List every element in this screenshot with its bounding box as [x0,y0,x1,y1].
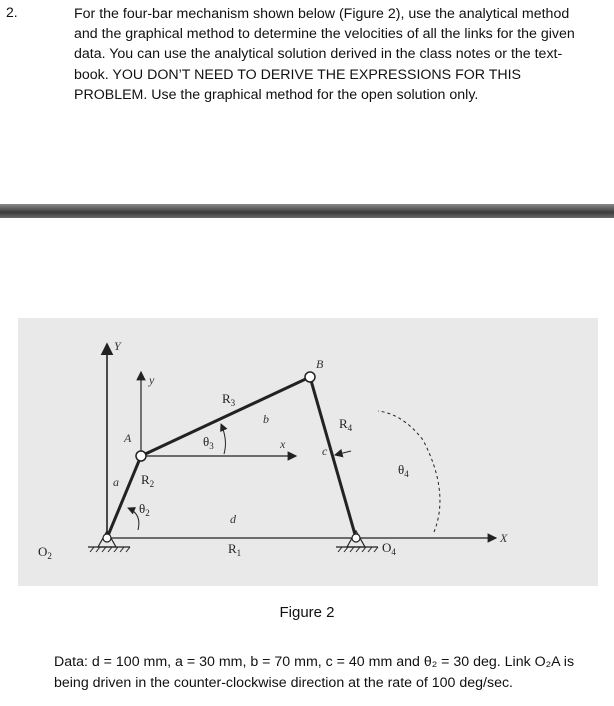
label-B: B [316,357,324,371]
label-a: a [113,475,119,489]
theta3-arc [221,424,225,454]
label-theta4: $\theta_4$ [398,462,409,479]
question-number: 2. [6,4,18,20]
link-4-rocker [310,377,356,538]
label-r1: $R_1$ [228,541,242,558]
theta4-arc [378,411,440,532]
pin-b [305,372,315,382]
label-x: x [280,437,286,451]
label-theta3: $\theta_3$ [203,434,214,451]
label-r3: $R_3$ [222,391,236,408]
pin-a [136,451,146,461]
label-b: b [263,412,269,426]
c-reference-arrow [335,451,351,455]
label-o4: $O_4$ [382,540,396,557]
label-A: A [124,431,132,445]
label-c: c [322,444,328,458]
figure-caption: Figure 2 [279,604,335,621]
given-data: Data: d = 100 mm, a = 30 mm, b = 70 mm, c = 40 mm and θ₂ = 30 deg. Link O₂A is being driven in the counter-clockwise direction at the rate of 100 deg/sec. [54,654,575,691]
label-r2: $R_2$ [141,472,155,489]
link-2-crank [107,456,141,538]
label-d: d [230,512,236,526]
mechanism-diagram [18,318,598,586]
four-bar-mechanism-figure [18,318,598,586]
section-divider [0,204,614,218]
ground-o4 [336,531,378,552]
label-theta2: $\theta_2$ [139,501,150,518]
label-o2: $O_2$ [38,544,52,561]
problem-statement: For the four-bar mechanism shown below (Figure 2), use the analytical method and the graphical method to determine the velocities of all the links for the given data. You can use the analytical solution derived in the class notes or the text-book. YOU DON’T NEED TO DERIVE THE EXPRESSIONS FOR THIS PROBLEM. Use the graphical method for the open solution only. [74,6,575,103]
label-Y: Y [114,339,121,353]
label-X: X [500,531,508,545]
label-r4: $R_4$ [339,416,353,433]
label-y: y [149,373,155,387]
theta2-arc [128,508,139,530]
ground-o2 [88,531,130,552]
